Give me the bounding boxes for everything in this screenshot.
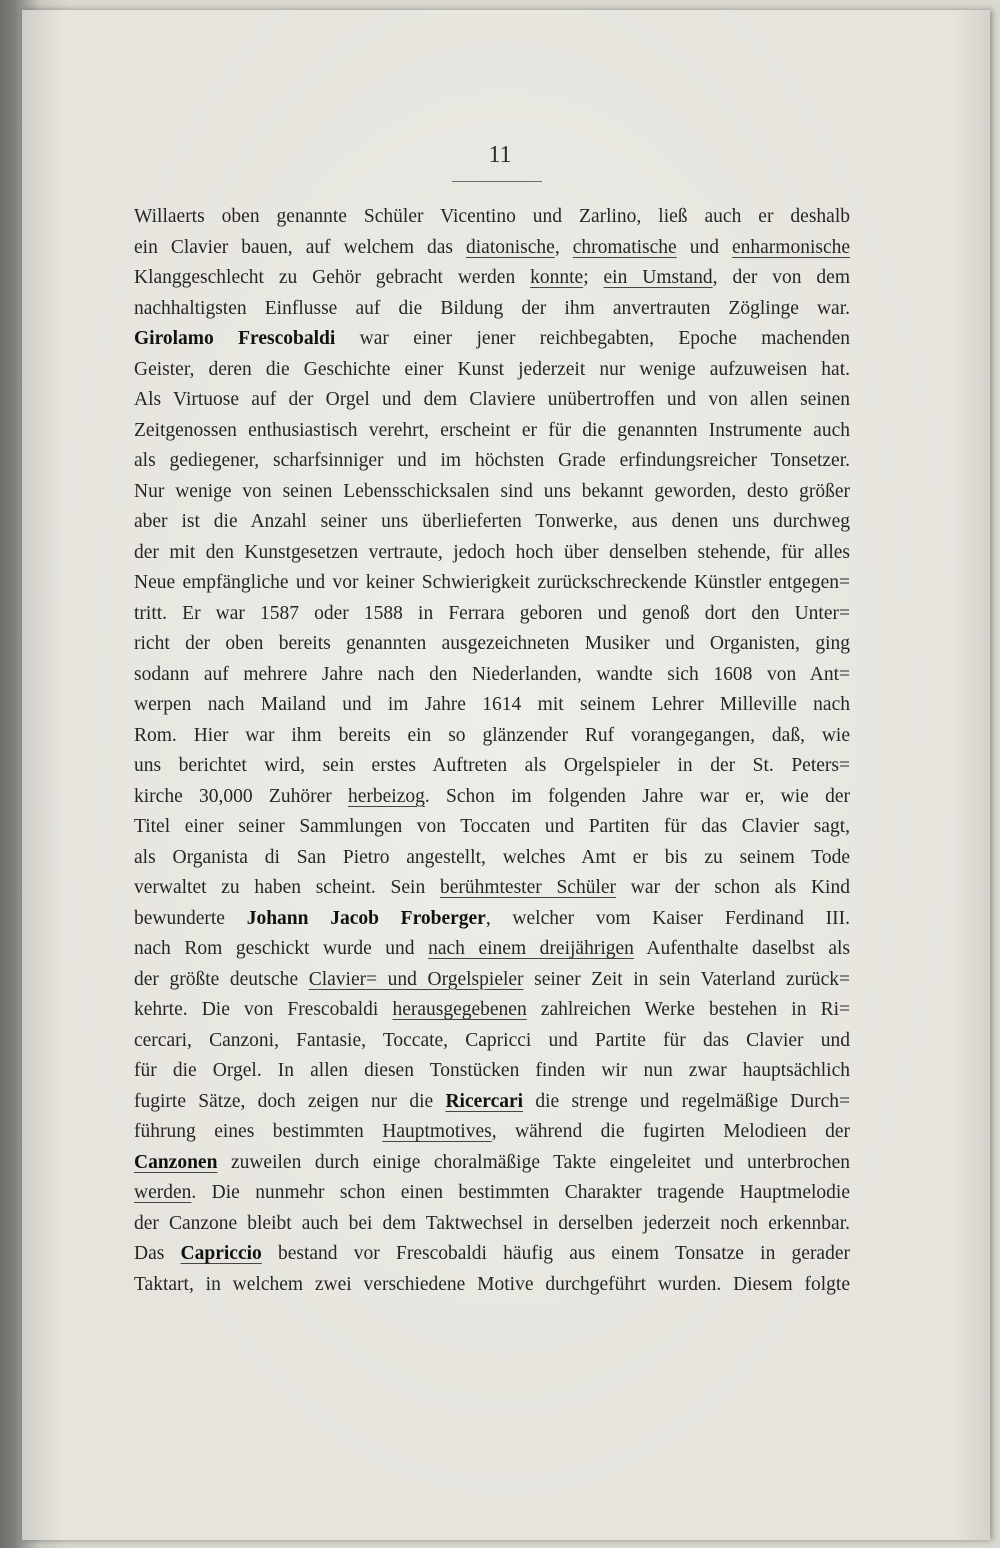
text-run: , welcher vom Kaiser Ferdinand III. — [485, 907, 850, 929]
text-run: sodann auf mehrere Jahre nach den Niederlanden, wandte sich 1608 von Ant= — [134, 663, 850, 685]
underlined-text: ein Umstand — [603, 267, 713, 288]
text-run: der größte deutsche — [134, 968, 309, 990]
underlined-text: berühmtester Schüler — [439, 877, 617, 898]
text-run: ein Clavier bauen, auf welchem das — [134, 236, 467, 258]
text-line — [134, 1209, 850, 1240]
text-line — [134, 812, 850, 843]
text-run: tritt. Er war 1587 oder 1588 in Ferrara geboren und genoß dort den Unter= — [134, 602, 850, 624]
emphasized-term: Capriccio — [180, 1243, 262, 1264]
text-line — [134, 690, 850, 721]
underlined-text: werden — [134, 1182, 192, 1203]
emphasized-term: Girolamo Frescobaldi — [134, 328, 336, 349]
text-line — [134, 568, 850, 599]
emphasized-term: Ricercari — [445, 1090, 524, 1112]
text-run: Taktart, in welchem zwei verschiedene Motive durchgeführt wurden. Diesem folgte — [134, 1273, 850, 1295]
underlined-text: Clavier= und Orgelspieler — [308, 968, 524, 990]
text-run: , während die fugirten Melodieen der — [491, 1121, 850, 1142]
text-run: war einer jener reichbegabten, Epoche machenden — [335, 328, 850, 349]
text-line — [134, 294, 850, 325]
text-line — [134, 782, 850, 813]
text-run: der mit den Kunstgesetzen vertraute, jedoch hoch über denselben stehende, für alles — [134, 541, 850, 563]
text-run: Klanggeschlecht zu Gehör gebracht werden — [134, 267, 531, 288]
text-run: richt der oben bereits genannten ausgezeichneten Musiker und Organisten, ging — [134, 633, 850, 654]
text-line — [134, 873, 850, 904]
text-line — [134, 1178, 850, 1209]
text-run: führung eines bestimmten — [134, 1121, 383, 1142]
text-run: bestand vor Frescobaldi häufig aus einem Tonsatze in gerader — [261, 1243, 850, 1264]
text-line — [134, 904, 850, 935]
text-run: bewunderte — [134, 907, 247, 929]
page-number: 11 — [488, 142, 512, 168]
text-run: Zeitgenossen enthusiastisch verehrt, erscheint er für die genannten Instrumente auch — [134, 419, 850, 441]
text-line — [134, 843, 850, 874]
underlined-text: chromatische — [572, 236, 677, 258]
text-line — [134, 995, 850, 1026]
text-run: nachhaltigsten Einflusse auf die Bildung der ihm anvertrauten Zöglinge war. — [134, 297, 850, 319]
text-run: Aufenthalte daselbst als — [633, 938, 850, 959]
text-line — [134, 1239, 850, 1270]
text-line — [134, 355, 850, 386]
text-run: zahlreichen Werke bestehen in Ri= — [526, 999, 850, 1020]
text-line — [134, 1117, 850, 1148]
underlined-text: Hauptmotives — [382, 1121, 492, 1142]
emphasized-term: Johann Jacob Froberger — [246, 907, 486, 929]
text-line — [134, 202, 850, 233]
text-line — [134, 934, 850, 965]
text-run: uns berichtet wird, sein erstes Auftreten als Orgelspieler in der St. Peters= — [134, 755, 850, 776]
text-run: kirche 30,000 Zuhörer — [134, 785, 348, 807]
text-run: . Schon im folgenden Jahre war er, wie der — [424, 785, 850, 807]
underlined-text: diatonische — [466, 236, 555, 258]
text-line — [134, 1026, 850, 1057]
text-line — [134, 660, 850, 691]
text-line — [134, 233, 850, 264]
text-run: die strenge und regelmäßige Durch= — [523, 1090, 850, 1112]
underlined-text: enharmonische — [731, 236, 850, 258]
book-page — [22, 10, 990, 1540]
page-number-rule — [452, 181, 542, 182]
text-line — [134, 965, 850, 996]
text-line — [134, 629, 850, 660]
underlined-text: herbeizog — [348, 785, 425, 807]
body-text — [134, 202, 850, 1300]
text-run: als Organista di San Pietro angestellt, welches Amt er bis zu seinem Tode — [134, 846, 850, 868]
text-run: , der von dem — [712, 267, 850, 288]
text-run: nach Rom geschickt wurde und — [134, 938, 429, 959]
text-run: , — [554, 236, 573, 258]
text-run: war der schon als Kind — [616, 877, 850, 898]
text-run: fugirte Sätze, doch zeigen nur die — [134, 1090, 446, 1112]
text-run: cercari, Canzoni, Fantasie, Toccate, Capricci und Partite für das Clavier und — [134, 1029, 850, 1051]
text-line — [134, 1270, 850, 1301]
text-line — [134, 507, 850, 538]
text-run: werpen nach Mailand und im Jahre 1614 mit seinem Lehrer Milleville nach — [134, 694, 850, 715]
text-line — [134, 599, 850, 630]
text-run: Nur wenige von seinen Lebensschicksalen sind uns bekannt geworden, desto größer — [134, 480, 850, 502]
text-run: als gediegener, scharfsinniger und im höchsten Grade erfindungsreicher Tonsetzer. — [134, 450, 850, 471]
text-run: Rom. Hier war ihm bereits ein so glänzender Ruf vorangegangen, daß, wie — [134, 724, 850, 746]
text-line — [134, 1148, 850, 1179]
text-run: für die Orgel. In allen diesen Tonstücken finden wir nun zwar hauptsächlich — [134, 1060, 850, 1081]
text-run: seiner Zeit in sein Vaterland zurück= — [523, 968, 850, 990]
text-run: Willaerts oben genannte Schüler Vicentino und Zarlino, ließ auch er deshalb — [134, 206, 850, 227]
text-line — [134, 538, 850, 569]
text-run: kehrte. Die von Frescobaldi — [134, 999, 393, 1020]
underlined-text: nach einem dreijährigen — [428, 938, 634, 959]
text-run: . Die nunmehr schon einen bestimmten Charakter tragende Hauptmelodie — [191, 1182, 850, 1203]
text-run: aber ist die Anzahl seiner uns überlieferten Tonwerke, aus denen uns durchweg — [134, 511, 850, 532]
text-line — [134, 385, 850, 416]
underlined-text: konnte — [530, 267, 584, 288]
text-run: Geister, deren die Geschichte einer Kunst jederzeit nur wenige aufzuweisen hat. — [134, 358, 850, 380]
text-line — [134, 416, 850, 447]
text-run: Neue empfängliche und vor keiner Schwierigkeit zurückschreckende Künstler entgegen= — [134, 572, 850, 593]
underlined-text: herausgegebenen — [392, 999, 527, 1020]
text-line — [134, 263, 850, 294]
text-run: Das — [134, 1243, 181, 1264]
text-run: Titel einer seiner Sammlungen von Toccaten und Partiten für das Clavier sagt, — [134, 816, 850, 837]
emphasized-term: Canzonen — [134, 1151, 218, 1173]
text-run: verwaltet zu haben scheint. Sein — [134, 877, 440, 898]
text-line — [134, 446, 850, 477]
text-line — [134, 324, 850, 355]
text-line — [134, 721, 850, 752]
text-run: ; — [583, 267, 604, 288]
text-line — [134, 1087, 850, 1118]
text-line — [134, 751, 850, 782]
text-run: der Canzone bleibt auch bei dem Taktwechsel in derselben jederzeit noch erkennbar. — [134, 1212, 850, 1234]
text-run: zuweilen durch einige choralmäßige Takte eingeleitet und unterbrochen — [217, 1151, 850, 1173]
text-line — [134, 1056, 850, 1087]
text-run: Als Virtuose auf der Orgel und dem Claviere unübertroffen und von allen seinen — [134, 389, 850, 410]
text-line — [134, 477, 850, 508]
text-run: und — [676, 236, 732, 258]
